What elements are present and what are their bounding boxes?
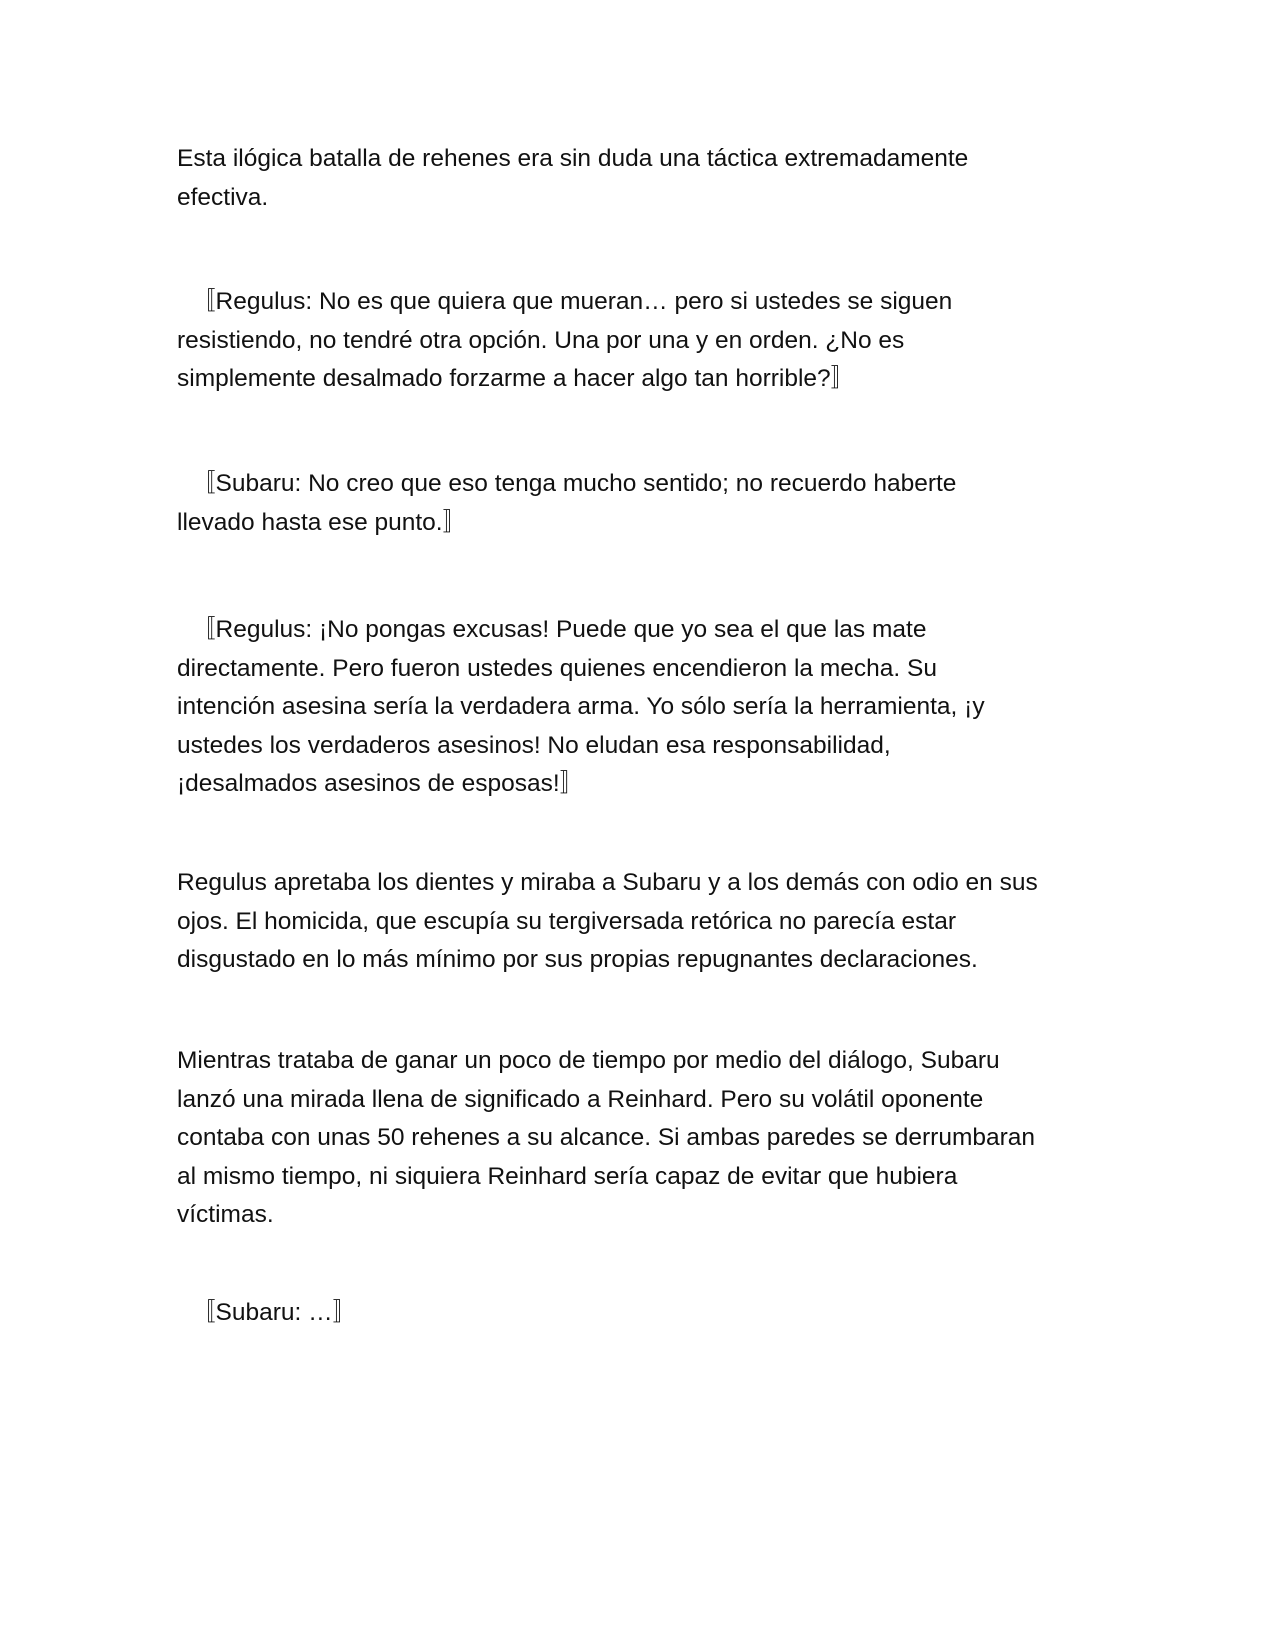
text-line: Mientras trataba de ganar un poco de tiempo por medio del diálogo, Subaru bbox=[177, 1047, 1000, 1074]
text-line: ojos. El homicida, que escupía su tergiversada retórica no parecía estar bbox=[177, 907, 956, 935]
text-line: ¡desalmados asesinos de esposas!〛 bbox=[177, 770, 585, 797]
text-line: ustedes los verdaderos asesinos! No eludan esa responsabilidad, bbox=[177, 731, 891, 759]
text-line: Esta ilógica batalla de rehenes era sin duda una táctica extremadamente bbox=[177, 145, 969, 172]
paragraph-1 bbox=[177, 140, 1097, 217]
paragraph-narration-2 bbox=[177, 864, 1097, 980]
text-line: lanzó una mirada llena de significado a Reinhard. Pero su volátil oponente bbox=[177, 1085, 984, 1113]
text-line: 〚Subaru: …〛 bbox=[191, 1299, 358, 1326]
text-line: disgustado en lo más mínimo por sus propias repugnantes declaraciones. bbox=[177, 946, 978, 973]
dialogue-regulus-1 bbox=[177, 283, 1097, 399]
text-line: directamente. Pero fueron ustedes quienes encendieron la mecha. Su bbox=[177, 654, 937, 682]
dialogue-subaru-2 bbox=[177, 1294, 1097, 1333]
dialogue-subaru-1 bbox=[177, 465, 1097, 542]
text-line: contaba con unas 50 rehenes a su alcance. Si ambas paredes se derrumbaran bbox=[177, 1124, 1036, 1151]
text-line: simplemente desalmado forzarme a hacer algo tan horrible?〛 bbox=[177, 365, 856, 392]
text-line: 〚Regulus: No es que quiera que mueran… pero si ustedes se siguen bbox=[191, 288, 953, 315]
paragraph-narration-3 bbox=[177, 1042, 1097, 1235]
text-line: 〚Subaru: No creo que eso tenga mucho sentido; no recuerdo haberte bbox=[191, 470, 957, 497]
text-line: intención asesina sería la verdadera arma. Yo sólo sería la herramienta, ¡y bbox=[177, 693, 985, 720]
text-line: 〚Regulus: ¡No pongas excusas! Puede que yo sea el que las mate bbox=[191, 616, 927, 643]
text-line: víctimas. bbox=[177, 1201, 274, 1228]
dialogue-regulus-2 bbox=[177, 611, 1097, 804]
text-line: efectiva. bbox=[177, 183, 269, 211]
text-line: Regulus apretaba los dientes y miraba a Subaru y a los demás con odio en sus bbox=[177, 869, 1038, 896]
text-line: resistiendo, no tendré otra opción. Una por una y en orden. ¿No es bbox=[177, 326, 905, 354]
text-line: llevado hasta ese punto.〛 bbox=[177, 508, 468, 536]
text-line: al mismo tiempo, ni siquiera Reinhard sería capaz de evitar que hubiera bbox=[177, 1162, 958, 1190]
